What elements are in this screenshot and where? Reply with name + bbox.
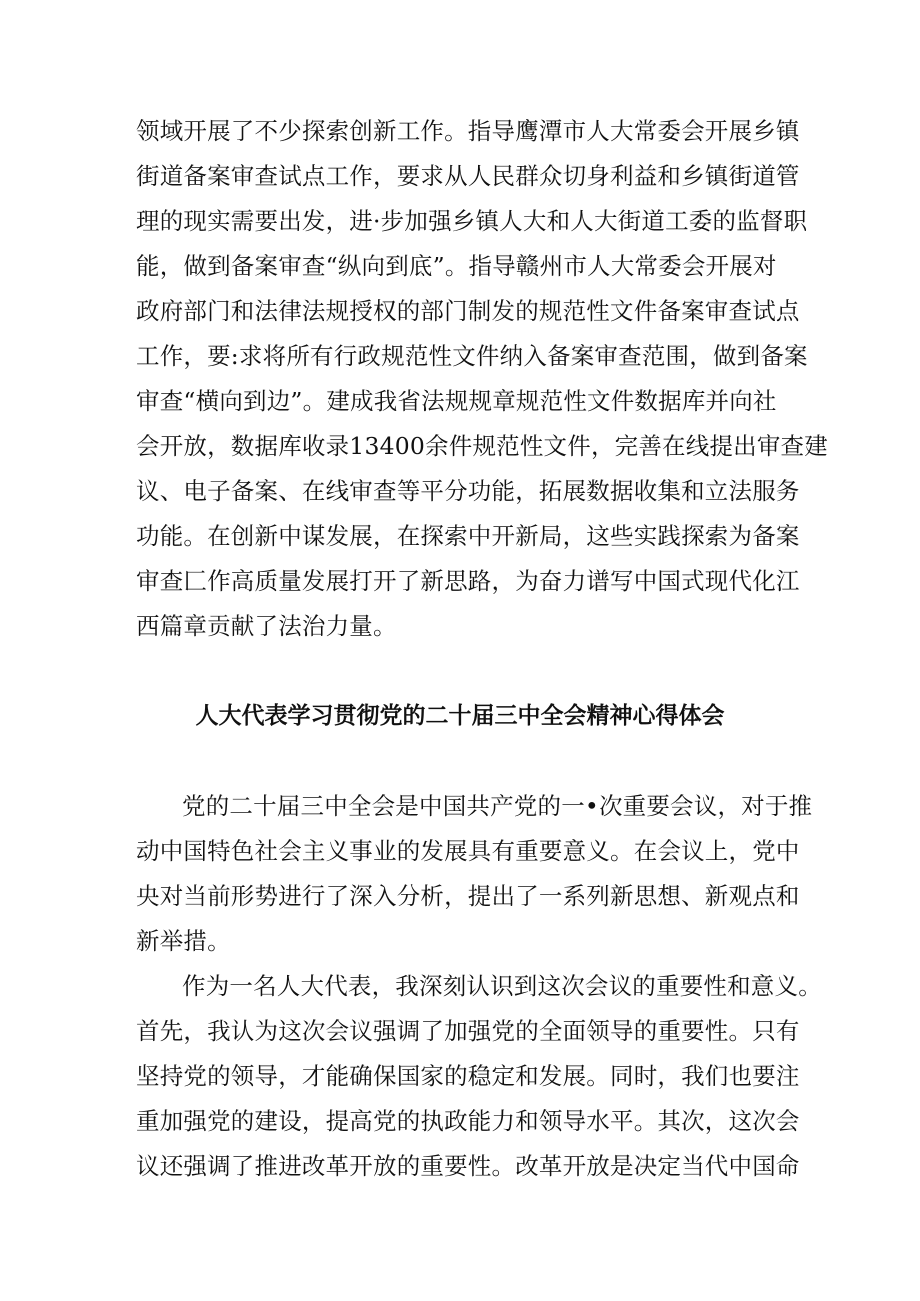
body-text-line: 新举措。 [136, 927, 231, 955]
body-text-line: 审查匚作高质量发展打开了新思路，为奋力谱写中国式现代化江 [136, 567, 800, 595]
body-text-line: 领域开展了不少探索创新工作。指导鹰潭市人大常委会开展乡镇 [136, 117, 800, 145]
body-text-line: 作为一名人大代表，我深刻认识到这次会议的重要性和意义。 [182, 972, 822, 1000]
body-text-line: 议、电子备案、在线审查等平分功能，拓展数据收集和立法服务 [136, 477, 800, 505]
body-text-line: 坚持党的领导，才能确保国家的稳定和发展。同时，我们也要注 [136, 1062, 800, 1090]
body-text-line: 理的现实需要出发，进·步加强乡镇人大和人大街道工委的监督职 [136, 207, 808, 235]
body-text-line: 动中国特色社会主义事业的发展具有重要意义。在会议上，党中 [136, 837, 800, 865]
body-text-line: 西篇章贡献了法治力量。 [136, 612, 397, 640]
body-text-line: 工作，要:求将所有行政规范性文件纳入备案审查范围，做到备案 [136, 342, 808, 370]
body-text-line: 会开放，数据库收录13400余件规范性文件，完善在线提出审查建 [136, 432, 828, 460]
body-text-line: 重加强党的建设，提高党的执政能力和领导水平。其次，这次会 [136, 1107, 800, 1135]
body-text-line: 首先，我认为这次会议强调了加强党的全面领导的重要性。只有 [136, 1017, 800, 1045]
body-text-line: 能，做到备案审查“纵向到底”。指导赣州市人大常委会开展对 [136, 252, 777, 280]
body-text-line: 街道备案审查试点工作，要求从人民群众切身利益和乡镇街道管 [136, 162, 800, 190]
body-text-line: 审查“横向到边”。建成我省法规规章规范性文件数据库并向社 [136, 387, 777, 415]
body-text-line: 功能。在创新中谋发展，在探索中开新局，这些实践探索为备案 [136, 522, 800, 550]
body-text-line: 党的二十届三中全会是中国共产党的一•次重要会议，对于推 [182, 792, 813, 820]
body-text-line: 央对当前形势进行了深入分析，提出了一系列新思想、新观点和 [136, 882, 800, 910]
article-title: 人大代表学习贯彻党的二十届三中全会精神心得体会 [195, 703, 725, 729]
body-text-line: 议还强调了推进改革开放的重要性。改革开放是决定当代中国命 [136, 1152, 800, 1180]
body-text-line: 政府部门和法律法规授权的部门制发的规范性文件备案审查试点 [136, 297, 800, 325]
